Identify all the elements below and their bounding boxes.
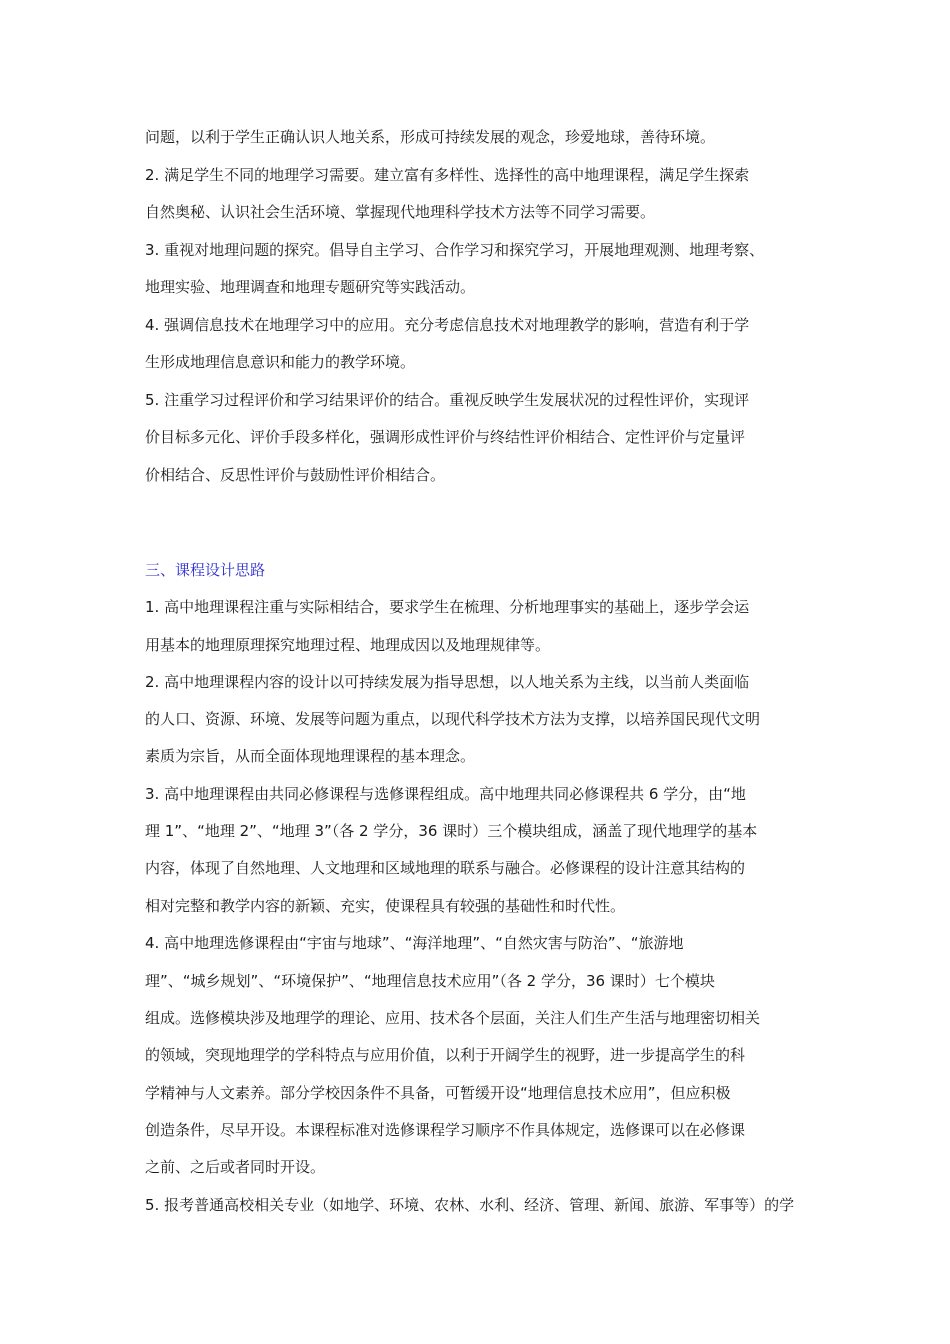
section3-line: 创造条件，尽早开设。本课程标准对选修课程学习顺序不作具体规定，选修课可以在必修课 <box>145 1121 746 1139</box>
section3-line: 1. 高中地理课程注重与实际相结合，要求学生在梳理、分析地理事实的基础上，逐步学会运 <box>145 598 750 616</box>
section3-line: 5. 报考普通高校相关专业（如地学、环境、农林、水利、经济、管理、新闻、旅游、军事等）的学 <box>145 1196 795 1214</box>
section2-line: 2. 满足学生不同的地理学习需要。建立富有多样性、选择性的高中地理课程，满足学生探索 <box>145 166 750 184</box>
section3-line: 内容，体现了自然地理、人文地理和区域地理的联系与融合。必修课程的设计注意其结构的 <box>145 859 746 877</box>
section3-line: 之前、之后或者同时开设。 <box>145 1158 326 1176</box>
section3-line: 的人口、资源、环境、发展等问题为重点，以现代科学技术方法为支撑，以培养国民现代文明 <box>145 710 761 728</box>
section2-line: 问题，以利于学生正确认识人地关系，形成可持续发展的观念，珍爱地球，善待环境。 <box>145 128 716 146</box>
section2-line: 4. 强调信息技术在地理学习中的应用。充分考虑信息技术对地理教学的影响，营造有利于学 <box>145 316 750 334</box>
section-heading: 三、课程设计思路 <box>145 561 266 579</box>
section3-line: 3. 高中地理课程由共同必修课程与选修课程组成。高中地理共同必修课程共 6 学分，由“地 <box>145 785 746 803</box>
section2-line: 5. 注重学习过程评价和学习结果评价的结合。重视反映学生发展状况的过程性评价，实现评 <box>145 391 750 409</box>
section3-line: 用基本的地理原理探究地理过程、地理成因以及地理规律等。 <box>145 636 551 654</box>
section3-line: 4. 高中地理选修课程由“宇宙与地球”、“海洋地理”、“自然灾害与防治”、“旅游地 <box>145 934 684 952</box>
section3-line: 2. 高中地理课程内容的设计以可持续发展为指导思想，以人地关系为主线，以当前人类面临 <box>145 673 750 691</box>
section2-line: 3. 重视对地理问题的探究。倡导自主学习、合作学习和探究学习，开展地理观测、地理考察、 <box>145 241 765 259</box>
section3-line: 学精神与人文素养。部分学校因条件不具备，可暂缓开设“地理信息技术应用”，但应积极 <box>145 1084 731 1102</box>
section2-line: 地理实验、地理调查和地理专题研究等实践活动。 <box>145 278 476 296</box>
section3-line: 的领域，突现地理学的学科特点与应用价值，以利于开阔学生的视野，进一步提高学生的科 <box>145 1046 746 1064</box>
section3-line: 理 1”、“地理 2”、“地理 3”（各 2 学分，36 课时）三个模块组成，涵盖了现代地理学的基本 <box>145 822 758 840</box>
section2-line: 价相结合、反思性评价与鼓励性评价相结合。 <box>145 466 446 484</box>
section2-line: 自然奥秘、认识社会生活环境、掌握现代地理科学技术方法等不同学习需要。 <box>145 203 656 221</box>
section2-line: 生形成地理信息意识和能力的教学环境。 <box>145 353 416 371</box>
section3-line: 相对完整和教学内容的新颖、充实，使课程具有较强的基础性和时代性。 <box>145 897 626 915</box>
section3-line: 素质为宗旨，从而全面体现地理课程的基本理念。 <box>145 747 476 765</box>
section3-line: 组成。选修模块涉及地理学的理论、应用、技术各个层面，关注人们生产生活与地理密切相关 <box>145 1009 761 1027</box>
section3-line: 理”、“城乡规划”、“环境保护”、“地理信息技术应用”（各 2 学分，36 课时）七个模块 <box>145 972 715 990</box>
section2-line: 价目标多元化、评价手段多样化，强调形成性评价与终结性评价相结合、定性评价与定量评 <box>145 428 746 446</box>
